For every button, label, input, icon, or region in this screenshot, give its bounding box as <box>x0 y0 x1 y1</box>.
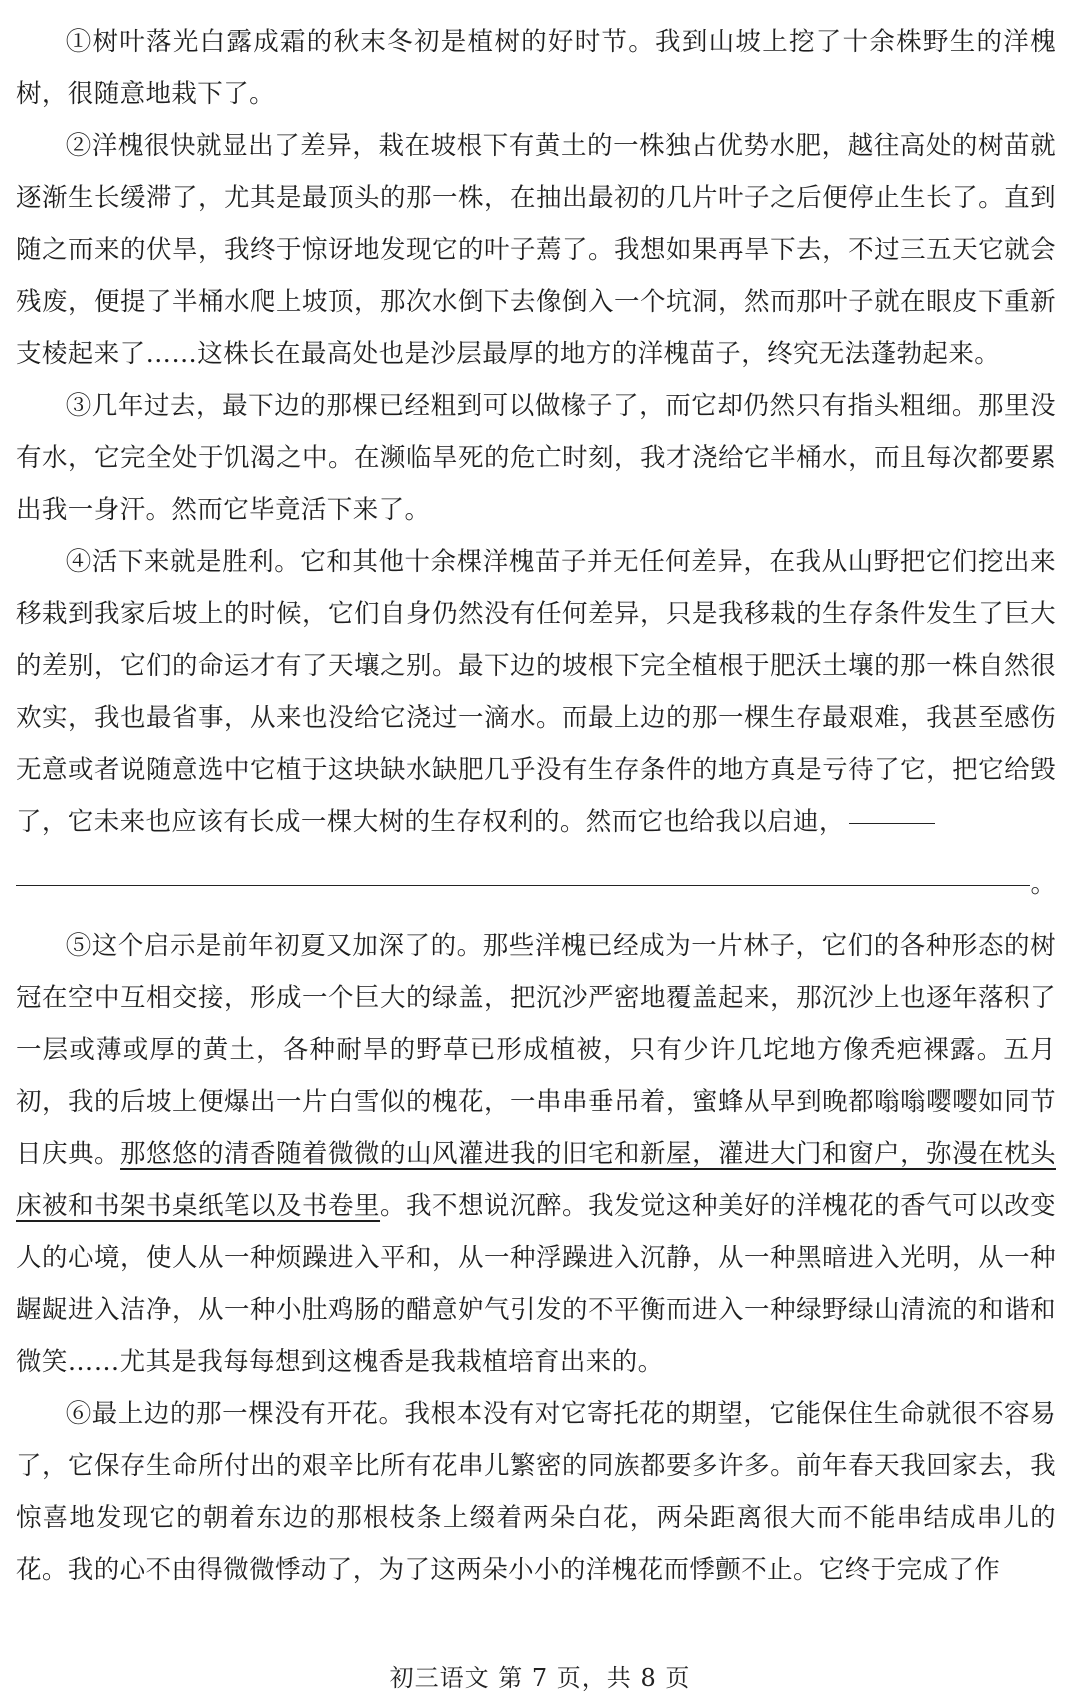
paragraph-4 <box>16 536 1056 848</box>
answer-blank-line[interactable] <box>16 848 1056 900</box>
paragraph-2-text: ②洋槐很快就显出了差异，栽在坡根下有黄土的一株独占优势水肥，越往高处的树苗就逐渐生长缓滞了，尤其是最顶头的那一株，在抽出最初的几片叶子之后便停止生长了。直到随之而来的伏旱，我终于惊讶地发现它的叶子蔫了。我想如果再旱下去，不过三五天它就会残废，便提了半桶水爬上坡顶，那次水倒下去像倒入一个坑洞，然而那叶子就在眼皮下重新支棱起来了……这株长在最高处也是沙层最厚的地方的洋槐苗子，终究无法蓬勃起来。 <box>16 131 1056 369</box>
paragraph-3-text: ③几年过去，最下边的那棵已经粗到可以做椽子了，而它却仍然只有指头粗细。那里没有水，它完全处于饥渴之中。在濒临旱死的危亡时刻，我才浇给它半桶水，而且每次都要累出我一身汗。然而它毕竟活下来了。 <box>16 391 1056 525</box>
paragraph-2 <box>16 120 1056 380</box>
page-number-text: 初三语文 第 7 页，共 8 页 <box>389 1664 691 1692</box>
answer-blank-end-mark: 。 <box>1030 869 1056 899</box>
paragraph-5-text-before: ⑤这个启示是前年初夏又加深了的。那些洋槐已经成为一片林子，它们的各种形态的树冠在空中互相交接，形成一个巨大的绿盖，把沉沙严密地覆盖起来，那沉沙上也逐年落积了一层或薄或厚的黄土，各种耐旱的野草已形成植被，只有少许几坨地方像秃疤裸露。五月初，我的后坡上便爆出一片白雪似的槐花，一串串垂吊着，蜜蜂从早到晚都嗡嗡嘤嘤如同节日庆典。 <box>16 931 1056 1169</box>
page-footer <box>0 1658 1080 1693</box>
paragraph-1-text: ①树叶落光白露成霜的秋末冬初是植树的好时节。我到山坡上挖了十余株野生的洋槐树，很随意地栽下了。 <box>16 27 1056 109</box>
paragraph-5 <box>16 920 1056 1388</box>
paragraph-6-text: ⑥最上边的那一棵没有开花。我根本没有对它寄托花的期望，它能保住生命就很不容易了，它保存生命所付出的艰辛比所有花串儿繁密的同族都要多许多。前年春天我回家去，我惊喜地发现它的朝着东边的那根枝条上缀着两朵白花，两朵距离很大而不能串结成串儿的花。我的心不由得微微悸动了，为了这两朵小小的洋槐花而悸颤不止。它终于完成了作 <box>16 1399 1056 1585</box>
answer-blank-rule[interactable] <box>16 885 1030 886</box>
paragraph-5-text-after: 。我不想说沉醉。我发觉这种美好的洋槐花的香气可以改变人的心境，使人从一种烦躁进入平和，从一种浮躁进入沉静，从一种黑暗进入光明，从一种龌龊进入洁净，从一种小肚鸡肠的醋意妒气引发的不平衡而进入一种绿野绿山清流的和谐和微笑……尤其是我每每想到这槐香是我栽植培育出来的。 <box>16 1191 1056 1377</box>
paragraph-6 <box>16 1388 1056 1596</box>
paragraph-4-text: ④活下来就是胜利。它和其他十余棵洋槐苗子并无任何差异，在我从山野把它们挖出来移栽到我家后坡上的时候，它们自身仍然没有任何差异，只是我移栽的生存条件发生了巨大的差别，它们的命运才有了天壤之别。最下边的坡根下完全植根于肥沃土壤的那一株自然很欢实，我也最省事，从来也没给它浇过一滴水。而最上边的那一棵生存最艰难，我甚至感伤无意或者说随意选中它植于这块缺水缺肥几乎没有生存条件的地方真是亏待了它，把它给毁了，它未来也应该有长成一棵大树的生存权利的。然而它也给我以启迪， <box>16 547 1056 837</box>
answer-blank-start[interactable] <box>849 822 935 824</box>
paragraph-3 <box>16 380 1056 536</box>
paragraph-5-underlined-sentence: 那悠悠的清香随着微微的山风灌进我的旧宅和新屋，灌进大门和窗户，弥漫在枕头床被和书架书桌纸笔以及书卷里 <box>16 1139 1056 1221</box>
paragraph-1 <box>16 16 1056 120</box>
